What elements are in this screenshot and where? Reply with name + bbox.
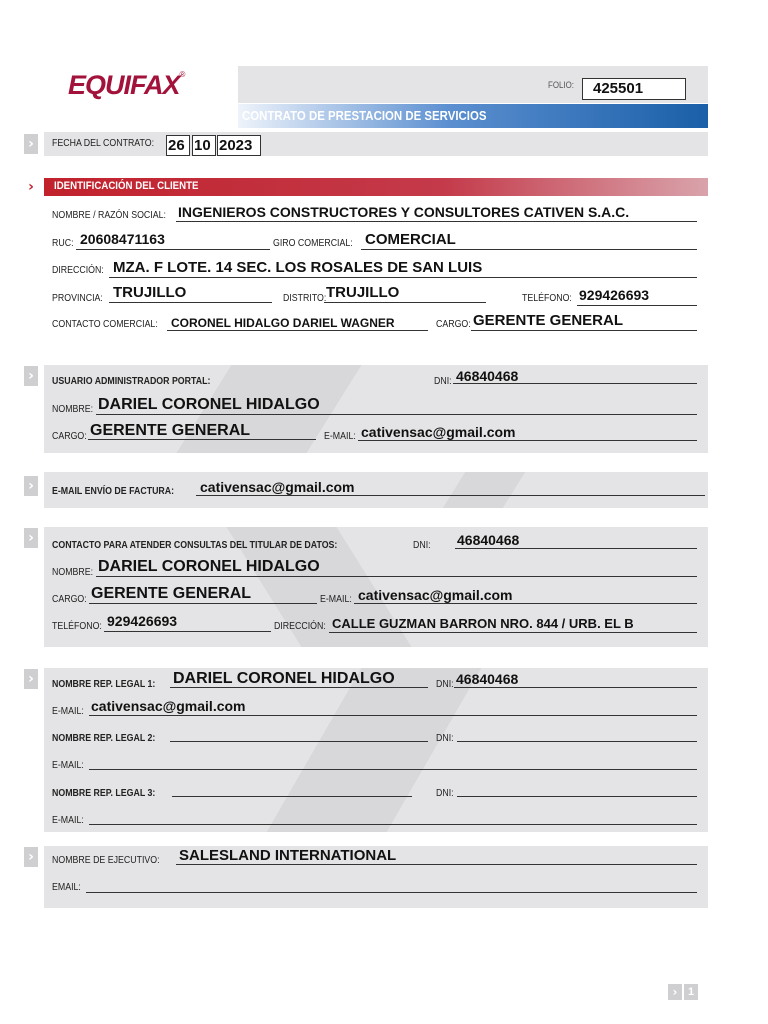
consultas-cargo-value[interactable]: GERENTE GENERAL <box>91 585 252 602</box>
provincia-label: PROVINCIA: <box>52 293 103 304</box>
rep1-line <box>170 687 428 688</box>
ruc-label: RUC: <box>52 238 74 249</box>
folio-box[interactable] <box>582 78 686 100</box>
reps-chevron-icon: › <box>24 669 38 689</box>
distrito-label: DISTRITO: <box>283 293 327 304</box>
factura-value[interactable]: cativensac@gmail.com <box>200 479 355 495</box>
rep2-line[interactable] <box>170 741 428 742</box>
ejecutivo-value[interactable]: SALESLAND INTERNATIONAL <box>179 847 397 864</box>
equifax-logo <box>68 70 185 104</box>
consultas-direccion-value[interactable]: CALLE GUZMAN BARRON NRO. 844 / URB. EL B <box>332 616 634 631</box>
consultas-direccion-label: DIRECCIÓN: <box>274 621 326 632</box>
ejecutivo-label: NOMBRE DE EJECUTIVO: <box>52 855 160 866</box>
consultas-chevron-icon: › <box>24 528 38 548</box>
contacto-label: CONTACTO COMERCIAL: <box>52 319 158 330</box>
ejecutivo-email-line[interactable] <box>86 892 697 893</box>
factura-line <box>196 495 705 496</box>
admin-cargo-label: CARGO: <box>52 431 87 442</box>
cliente-chevron-icon: › <box>24 177 38 197</box>
fecha-day: 26 <box>168 137 185 154</box>
page-number: 1 <box>684 984 698 1000</box>
razon-label: NOMBRE / RAZÓN SOCIAL: <box>52 210 166 221</box>
consultas-email-line <box>354 603 697 604</box>
folio-value: 425501 <box>593 80 644 97</box>
giro-label: GIRO COMERCIAL: <box>273 238 353 249</box>
rep2-email-line[interactable] <box>89 769 697 770</box>
consultas-email-label: E-MAIL: <box>320 594 352 605</box>
fecha-day-box[interactable] <box>166 135 190 156</box>
folio-label: FOLIO: <box>548 80 574 90</box>
rep2-dni-label: DNI: <box>436 733 454 744</box>
factura-chevron-icon: › <box>24 476 38 496</box>
distrito-value[interactable]: TRUJILLO <box>326 284 400 301</box>
logo-text: EQUIFAX <box>68 70 180 100</box>
admin-title: USUARIO ADMINISTRADOR PORTAL: <box>52 376 211 387</box>
admin-dni-line <box>453 383 697 384</box>
direccion-value[interactable]: MZA. F LOTE. 14 SEC. LOS ROSALES DE SAN LUIS <box>113 259 483 276</box>
contract-title: CONTRATO DE PRESTACION DE SERVICIOS <box>242 108 487 123</box>
admin-cargo-line <box>88 439 316 440</box>
page-chevron-icon: › <box>668 984 682 1000</box>
ruc-line <box>76 249 270 250</box>
consultas-email-value[interactable]: cativensac@gmail.com <box>358 587 513 603</box>
cliente-section-title: IDENTIFICACIÓN DEL CLIENTE <box>54 180 199 192</box>
admin-dni-value[interactable]: 46840468 <box>456 368 519 384</box>
admin-chevron-icon: › <box>24 366 38 386</box>
telefono-line <box>577 305 697 306</box>
consultas-telefono-value[interactable]: 929426693 <box>107 613 178 629</box>
rep1-dni-value[interactable]: 46840468 <box>456 671 519 687</box>
admin-nombre-value[interactable]: DARIEL CORONEL HIDALGO <box>98 396 320 413</box>
consultas-title: CONTACTO PARA ATENDER CONSULTAS DEL TITULAR DE DATOS: <box>52 540 338 551</box>
contacto-value[interactable]: CORONEL HIDALGO DARIEL WAGNER <box>171 316 395 330</box>
fecha-year-box[interactable] <box>217 135 261 156</box>
ruc-value[interactable]: 20608471163 <box>80 231 165 247</box>
distrito-line <box>324 302 486 303</box>
logo-registered: ® <box>179 70 186 79</box>
rep3-dni-label: DNI: <box>436 788 454 799</box>
factura-label: E-MAIL ENVÍO DE FACTURA: <box>52 486 175 497</box>
telefono-value[interactable]: 929426693 <box>579 287 650 303</box>
consultas-dni-label: DNI: <box>413 540 431 551</box>
rep1-value[interactable]: DARIEL CORONEL HIDALGO <box>173 670 395 687</box>
rep1-email-label: E-MAIL: <box>52 706 84 717</box>
admin-nombre-line <box>96 414 697 415</box>
giro-line <box>361 249 697 250</box>
rep3-email-line[interactable] <box>89 824 697 825</box>
fecha-month-box[interactable] <box>192 135 216 156</box>
rep2-dni-line[interactable] <box>457 741 697 742</box>
admin-email-label: E-MAIL: <box>324 431 356 442</box>
consultas-dni-value[interactable]: 46840468 <box>457 532 520 548</box>
telefono-label: TELÉFONO: <box>522 293 572 304</box>
rep2-label: NOMBRE REP. LEGAL 2: <box>52 733 156 744</box>
rep3-dni-line[interactable] <box>457 796 697 797</box>
admin-email-line <box>358 440 697 441</box>
rep3-label: NOMBRE REP. LEGAL 3: <box>52 788 156 799</box>
cargo-line <box>471 330 697 331</box>
consultas-telefono-label: TELÉFONO: <box>52 621 102 632</box>
fecha-chevron-icon: › <box>24 134 38 154</box>
contacto-line <box>167 330 428 331</box>
provincia-line <box>109 302 272 303</box>
admin-cargo-value[interactable]: GERENTE GENERAL <box>90 422 251 439</box>
reps-panel <box>44 668 708 832</box>
razon-value[interactable]: INGENIEROS CONSTRUCTORES Y CONSULTORES CATIVEN S.A.C. <box>178 204 630 220</box>
razon-line <box>176 221 697 222</box>
contract-title-bar <box>238 104 708 128</box>
consultas-nombre-value[interactable]: DARIEL CORONEL HIDALGO <box>98 558 320 575</box>
factura-decor-shape <box>443 472 525 508</box>
fecha-label: FECHA DEL CONTRATO: <box>52 138 155 149</box>
rep1-email-value[interactable]: cativensac@gmail.com <box>91 698 246 714</box>
consultas-cargo-label: CARGO: <box>52 594 87 605</box>
consultas-telefono-line <box>104 631 271 632</box>
consultas-direccion-line <box>329 632 697 633</box>
fecha-year: 2023 <box>219 137 253 154</box>
consultas-dni-line <box>455 548 697 549</box>
rep3-line[interactable] <box>172 796 412 797</box>
direccion-line <box>109 277 697 278</box>
ejecutivo-email-label: EMAIL: <box>52 882 81 893</box>
rep1-label: NOMBRE REP. LEGAL 1: <box>52 679 156 690</box>
giro-value[interactable]: COMERCIAL <box>365 231 456 248</box>
direccion-label: DIRECCIÓN: <box>52 265 104 276</box>
consultas-cargo-line <box>89 603 317 604</box>
consultas-nombre-label: NOMBRE: <box>52 567 94 578</box>
rep1-dni-label: DNI: <box>436 679 454 690</box>
admin-dni-label: DNI: <box>434 376 452 387</box>
admin-email-value[interactable]: cativensac@gmail.com <box>361 424 516 440</box>
cliente-section-bar <box>44 178 708 196</box>
reps-decor-shape <box>267 668 482 832</box>
cargo-value[interactable]: GERENTE GENERAL <box>473 312 624 329</box>
rep1-dni-line <box>454 687 697 688</box>
provincia-value[interactable]: TRUJILLO <box>113 284 187 301</box>
cargo-label: CARGO: <box>436 319 471 330</box>
ejecutivo-line <box>176 864 697 865</box>
consultas-nombre-line <box>96 576 697 577</box>
rep2-email-label: E-MAIL: <box>52 760 84 771</box>
ejecutivo-chevron-icon: › <box>24 847 38 867</box>
admin-nombre-label: NOMBRE: <box>52 404 94 415</box>
rep1-email-line <box>89 715 697 716</box>
rep3-email-label: E-MAIL: <box>52 815 84 826</box>
fecha-month: 10 <box>194 137 211 154</box>
